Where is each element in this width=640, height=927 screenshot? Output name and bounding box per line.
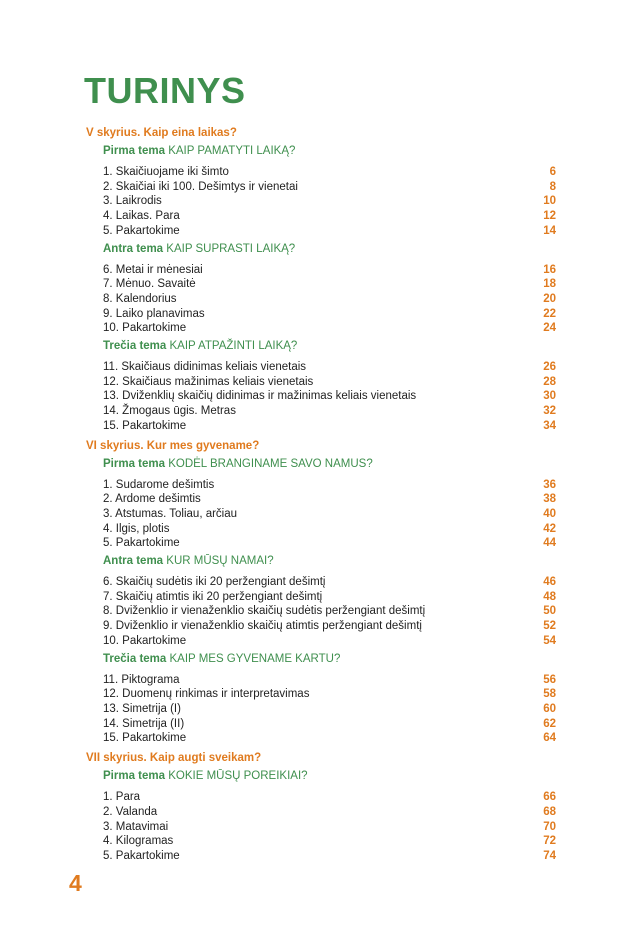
entry-title: 15. Pakartokime (103, 732, 187, 745)
entry-title: 9. Laiko planavimas (103, 307, 205, 320)
chapter-heading: VI skyrius. Kur mes gyvename? (86, 439, 260, 452)
entry-title: 3. Laikrodis (103, 195, 162, 208)
entry-page: 18 (543, 278, 556, 291)
toc-entry (103, 419, 556, 434)
topic-name: KOKIE MŪSŲ POREIKIAI? (168, 770, 308, 783)
topic-label: Antra tema (103, 242, 164, 255)
toc-entry (103, 165, 556, 180)
entry-page: 8 (549, 180, 556, 193)
entry-title: 5. Pakartokime (103, 224, 180, 237)
toc-entry (103, 849, 556, 864)
entry-page: 6 (549, 166, 556, 178)
toc-entry (103, 619, 556, 634)
entry-title: 12. Skaičiaus mažinimas keliais vienetais (103, 375, 314, 388)
entry-page: 44 (543, 537, 556, 550)
topic-name: KAIP PAMATYTI LAIKĄ? (168, 145, 296, 157)
topic-name: KAIP SUPRASTI LAIKĄ? (166, 242, 296, 255)
topic-name: KUR MŪSŲ NAMAI? (166, 555, 274, 568)
entry-page: 56 (543, 673, 556, 686)
entry-page: 22 (543, 307, 556, 320)
entry-page: 14 (543, 224, 556, 237)
toc-entry (103, 536, 556, 551)
entry-title: 3. Matavimai (103, 820, 169, 833)
toc-entry (103, 478, 556, 493)
toc-entry (103, 224, 556, 239)
toc-entry (103, 790, 556, 805)
entry-page: 66 (543, 791, 556, 804)
entry-title: 13. Simetrija (I) (103, 702, 181, 715)
topic-label: Trečia tema (103, 340, 167, 353)
toc-entry (103, 360, 556, 375)
toc-entry (103, 277, 556, 292)
entry-title: 8. Kalendorius (103, 292, 177, 305)
entry-title: 14. Žmogaus ūgis. Metras (103, 405, 236, 418)
entry-page: 46 (543, 576, 556, 589)
entry-title: 1. Sudarome dešimtis (103, 478, 215, 491)
toc-entry (103, 492, 556, 507)
toc-entry (103, 702, 556, 717)
entry-page: 42 (543, 522, 556, 535)
toc-entry (103, 292, 556, 307)
entry-page: 24 (543, 322, 556, 335)
entry-page: 62 (543, 717, 556, 730)
topic-name: KAIP MES GYVENAME KARTU? (169, 652, 341, 665)
topic-name: KAIP ATPAŽINTI LAIKĄ? (169, 340, 298, 353)
topic-heading (103, 144, 556, 159)
entry-title: 12. Duomenų rinkimas ir interpretavimas (103, 688, 310, 701)
entry-title: 11. Skaičiaus didinimas keliais vienetais (103, 361, 307, 374)
toc-entry (103, 180, 556, 195)
toc-entry (103, 522, 556, 537)
entry-title: 4. Kilogramas (103, 835, 174, 848)
entry-page: 54 (543, 634, 556, 647)
entry-title: 10. Pakartokime (103, 634, 187, 647)
entry-title: 15. Pakartokime (103, 419, 187, 432)
toc-entry (103, 731, 556, 746)
entry-title: 6. Metai ir mėnesiai (103, 263, 203, 276)
toc-entry (103, 604, 556, 619)
topic-label: Pirma tema (103, 145, 166, 157)
page-number: 4 (69, 870, 82, 896)
chapter-heading: V skyrius. Kaip eina laikas? (86, 127, 237, 139)
entry-page: 60 (543, 702, 556, 715)
entry-page: 74 (543, 849, 556, 862)
entry-title: 4. Laikas. Para (103, 210, 180, 223)
topic-name: KODĖL BRANGINAME SAVO NAMUS? (168, 457, 373, 470)
topic-heading (103, 339, 556, 354)
entry-title: 5. Pakartokime (103, 849, 180, 862)
topic-heading (103, 769, 556, 784)
entry-title: 11. Piktograma (103, 673, 180, 686)
entry-title: 2. Skaičiai iki 100. Dešimtys ir vienetai (103, 180, 298, 193)
entry-page: 26 (543, 361, 556, 374)
entry-title: 13. Dviženklių skaičių didinimas ir mažinimas keliais vienetais (103, 390, 417, 403)
page-title: TURINYS (84, 70, 246, 111)
entry-page: 50 (543, 605, 556, 618)
entry-page: 70 (543, 820, 556, 833)
toc-entry (103, 634, 556, 649)
topic-label: Antra tema (103, 555, 164, 568)
entry-page: 72 (543, 835, 556, 848)
topic-heading (103, 652, 556, 667)
entry-title: 4. Ilgis, plotis (103, 522, 170, 535)
entry-page: 34 (543, 419, 556, 432)
entry-title: 10. Pakartokime (103, 322, 187, 335)
toc-entry (103, 805, 556, 820)
toc-entry (103, 590, 556, 605)
topic-heading (103, 554, 556, 569)
topic-label: Pirma tema (103, 770, 166, 783)
entry-page: 36 (543, 478, 556, 491)
entry-page: 52 (543, 620, 556, 633)
toc-entry (103, 507, 556, 522)
entry-title: 5. Pakartokime (103, 537, 180, 550)
topic-heading (103, 242, 556, 257)
entry-page: 16 (543, 263, 556, 276)
entry-title: 2. Valanda (103, 805, 158, 818)
entry-title: 9. Dviženklio ir vienaženklio skaičių atimtis peržengiant dešimtį (103, 620, 422, 633)
entry-page: 12 (543, 210, 556, 223)
toc-entry (103, 575, 556, 590)
toc-entry (103, 263, 556, 278)
entry-page: 28 (543, 375, 556, 388)
toc-entry (103, 673, 556, 688)
toc-entry (103, 834, 556, 849)
toc-entry (103, 820, 556, 835)
entry-title: 1. Para (103, 791, 141, 804)
toc-entry (103, 389, 556, 404)
toc-entry (103, 307, 556, 322)
entry-title: 3. Atstumas. Toliau, arčiau (103, 507, 238, 520)
entry-page: 48 (543, 590, 556, 603)
toc-entry (103, 194, 556, 209)
entry-page: 30 (543, 390, 556, 403)
entry-title: 8. Dviženklio ir vienaženklio skaičių sudėtis peržengiant dešimtį (103, 605, 426, 618)
entry-title: 2. Ardome dešimtis (103, 493, 201, 506)
toc-entry (103, 687, 556, 702)
topic-heading (103, 457, 556, 472)
entry-page: 64 (543, 732, 556, 745)
toc-entry (103, 321, 556, 336)
entry-page: 58 (543, 688, 556, 701)
entry-title: 6. Skaičių sudėtis iki 20 peržengiant dešimtį (103, 576, 326, 589)
entry-page: 10 (543, 195, 556, 208)
entry-title: 1. Skaičiuojame iki šimto (103, 166, 229, 178)
topic-label: Pirma tema (103, 457, 166, 470)
entry-page: 40 (543, 507, 556, 520)
entry-page: 38 (543, 493, 556, 506)
entry-page: 68 (543, 805, 556, 818)
toc-entry (103, 375, 556, 390)
table-of-contents (86, 126, 556, 864)
toc-entry (103, 404, 556, 419)
entry-title: 7. Mėnuo. Savaitė (103, 278, 196, 291)
chapter-heading: VII skyrius. Kaip augti sveikam? (86, 752, 262, 765)
entry-title: 7. Skaičių atimtis iki 20 peržengiant dešimtį (103, 590, 323, 603)
entry-title: 14. Simetrija (II) (103, 717, 185, 730)
topic-label: Trečia tema (103, 652, 167, 665)
entry-page: 20 (543, 292, 556, 305)
toc-entry (103, 717, 556, 732)
entry-page: 32 (543, 405, 556, 418)
toc-entry (103, 209, 556, 224)
